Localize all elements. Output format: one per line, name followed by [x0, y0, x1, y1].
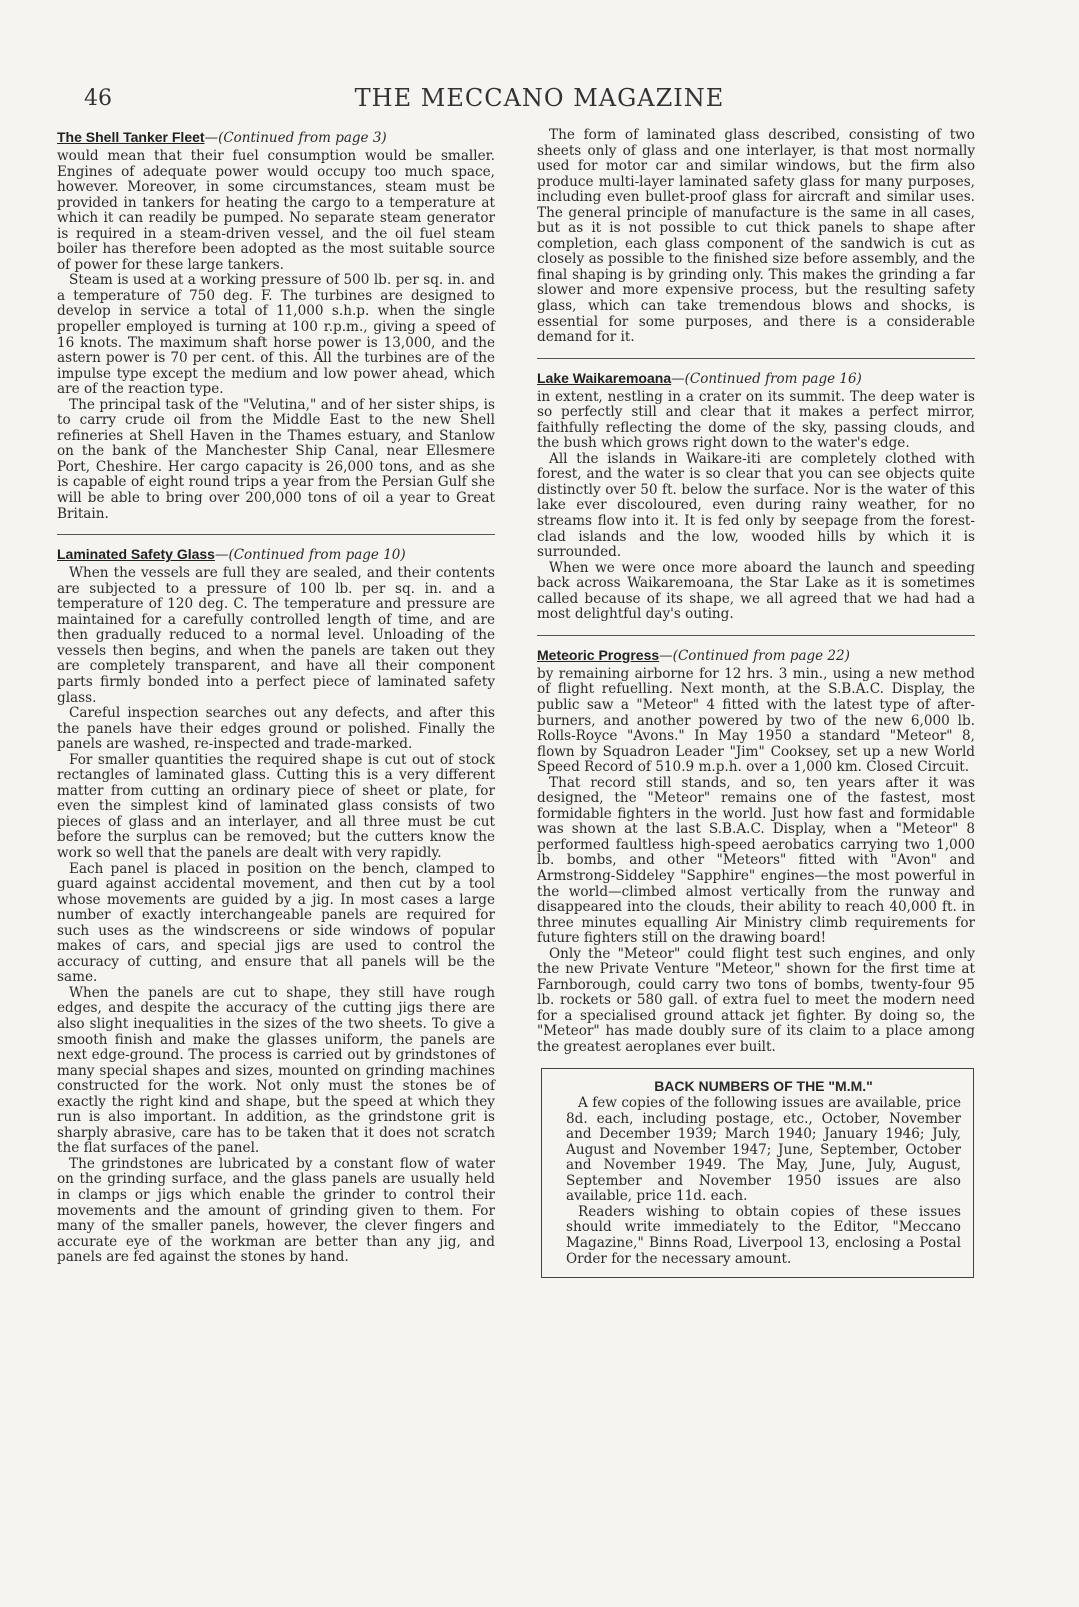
waikaremoana-title: Lake Waikaremoana	[537, 369, 672, 386]
meteoric-heading	[537, 646, 975, 665]
shell-title: The Shell Tanker Fleet	[57, 129, 205, 145]
left-column	[57, 128, 495, 1266]
meteoric-paragraph: That record still stands, and so, ten years after it was designed, the "Meteor" remains one of the fastest, most formidable fighters in the world. Just how fast and formidable was shown at the last S.B.A.C. Display, when a "Meteor" 8 performed faultless high-speed aerobatics carrying two 1,000 lb. bombs, and other "Meteors" fitted with "Avon" and Armstrong-Siddeley "Sapphire" engines—the most powerful in the world—climbed almost vertically from the runway and disappeared into the clouds, their ability to reach 40,000 ft. in three minutes equalling Air Ministry climb requirements for future fighters still on the drawing board!	[537, 774, 975, 947]
laminated-paragraph: When the panels are cut to shape, they still have rough edges, and despite the accuracy of the cutting jigs there are also slight inequalities in the sizes of the two sheets. To give a smooth finish and make the glasses uniform, the panels are next edge-ground. The process is carried out by grindstones of many special shapes and sizes, mounted on grinding machines constructed for the work. Not only must the stones be of exactly the right kind and shape, but the speed at which they run is also important. In addition, as the grindstone grit is sharply abrasive, care has to be taken that it does not scratch the flat surfaces of the panel.	[57, 984, 495, 1157]
waikaremoana-paragraph: All the islands in Waikare-iti are completely clothed with forest, and the water is so clear that you can see objects quite distinctly over 50 ft. below the surface. Nor is the water of this lake ever discoloured, even during rainy weather, for no streams flow into it. It is fed only by seepage from the forest-clad islands and the low, wooded hills by which it is surrounded.	[537, 450, 975, 561]
shell-continued: —(Continued from page 3)	[204, 130, 387, 146]
section-divider	[537, 358, 975, 359]
meteoric-title: Meteoric Progress	[537, 646, 660, 663]
section-divider	[537, 635, 975, 636]
waikaremoana-continued: —(Continued from page 16)	[671, 370, 862, 387]
waikaremoana-heading	[537, 369, 975, 388]
laminated-paragraph: The grindstones are lubricated by a constant flow of water on the grinding surface, and the glass panels are usually held in clamps or jigs which enable the grinder to control their movements and the amount of grinding given to them. For many of the smaller panels, however, the clever fingers and accurate eye of the workman are better than any jig, and panels are fed against the stones by hand.	[57, 1155, 495, 1266]
meteoric-paragraph: Only the "Meteor" could flight test such engines, and only the new Private Venture "Meteor," shown for the first time at Farnborough, could carry two tons of bombs, twenty-four 95 lb. rockets or 580 gall. of extra fuel to meet the modern need for a specialised ground attack jet fighter. By doing so, the "Meteor" has made doubly sure of its claim to a place among the greatest aeroplanes ever built.	[537, 945, 975, 1055]
back-numbers-title: BACK NUMBERS OF THE "M.M."	[654, 1077, 873, 1094]
shell-paragraph: Steam is used at a working pressure of 500 lb. per sq. in. and a temperature of 750 deg. F. The turbines are designed to develop in service a total of 11,000 s.h.p. when the single propeller employed is turning at 100 r.p.m., giving a speed of 16 knots. The maximum shaft horse power is 13,000, and the astern power is 70 per cent. of this. All the turbines are of the impulse type except the medium and low power ahead, which are of the reaction type.	[57, 272, 495, 398]
laminated-paragraph: When the vessels are full they are sealed, and their contents are subjected to a pressure of 100 lb. per sq. in. and a temperature of 120 deg. C. The temperature and pressure are maintained for a carefully controlled length of time, and are then gradually reduced to a normal level. Unloading of the vessels then begins, and when the panels are taken out they are completely transparent, and have all their component parts firmly bonded into a perfect piece of laminated safety glass.	[57, 565, 495, 706]
meteoric-continued: —(Continued from page 22)	[659, 647, 850, 664]
shell-paragraph: would mean that their fuel consumption would be smaller. Engines of adequate power would occupy too much space, however. Moreover, in some circumstances, steam must be provided in tankers for heating the cargo to a temperature at which it can readily be pumped. No separate steam generator is required in a steam-driven vessel, and the oil fuel steam boiler has therefore been adopted as the most suitable source of power for these large tankers.	[57, 148, 495, 273]
laminated-paragraph: For smaller quantities the required shape is cut out of stock rectangles of laminated glass. Cutting this is a very different matter from cutting an ordinary piece of sheet or plate, for even the simplest kind of laminated glass consists of two pieces of glass and an interlayer, and all three must be cut before the surplus can be removed; but the cutters know the work so well that the panels are dealt with very rapidly.	[57, 751, 495, 861]
laminated-title: Laminated Safety Glass	[57, 546, 215, 563]
laminated-paragraph: Careful inspection searches out any defects, and after this the panels have their edges ground or polished. Finally the panels are washed, re-inspected and trade-marked.	[57, 705, 495, 753]
meteoric-paragraph: by remaining airborne for 12 hrs. 3 min., using a new method of flight refuelling. Next month, at the S.B.A.C. Display, the public saw a "Meteor" 4 fitted with the latest type of after-burners, and another powered by two of the new 6,000 lb. Rolls-Royce "Avons." In May 1950 a standard "Meteor" 8, flown by Squadron Leader "Jim" Cooksey, set up a new World Speed Record of 510.9 m.p.h. over a 1,000 km. Closed Circuit.	[537, 665, 975, 776]
right-column	[537, 128, 975, 1278]
section-divider	[57, 534, 495, 535]
waikaremoana-paragraph: When we were once more aboard the launch and speeding back across Waikaremoana, the Star Lake as it is sometimes called because of its shape, we all agreed that we had had a most delightful day's outing.	[537, 559, 975, 623]
shell-paragraph: The principal task of the "Velutina," and of her sister ships, is to carry crude oil from the Middle East to the new Shell refineries at Shell Haven in the Thames estuary, and Stanlow on the bank of the Manchester Ship Canal, near Ellesmere Port, Cheshire. Her cargo capacity is 26,000 tons, and as she is capable of eight round trips a year from the Persian Gulf she will be able to bring over 200,000 tons of oil a year to Great Britain.	[57, 396, 495, 522]
magazine-title: THE MECCANO MAGAZINE	[354, 84, 725, 112]
back-numbers-paragraph: A few copies of the following issues are available, price 8d. each, including postage, etc., October, November and December 1939; March 1940; January 1946; July, August and November 1947; June, September, October and November 1949. The May, June, July, August, September and November 1950 issues are also available, price 11d. each.	[566, 1095, 961, 1205]
page-number: 46	[84, 86, 112, 111]
laminated-heading	[57, 545, 495, 564]
laminated-paragraph: Each panel is placed in position on the bench, clamped to guard against accidental movement, and then cut by a tool whose movements are guided by a jig. In most cases a large number of exactly interchangeable panels are required for such uses as the windscreens or side windows of popular makes of cars, and special jigs are used to control the accuracy of cutting, and ensure that all panels will be the same.	[57, 860, 495, 986]
laminated-paragraph: The form of laminated glass described, consisting of two sheets only of glass and one interlayer, is that most normally used for motor car and similar windows, but the firm also produce multi-layer laminated safety glass for many purposes, including even bullet-proof glass for aircraft and similar uses. The general principle of manufacture is the same in all cases, but as it is not possible to cut thick panels to shape after completion, each glass component of the sandwich is cut as closely as possible to the finished size before assembly, and the final shaping is by grinding only. This makes the grinding a far slower and more expensive process, but the resulting safety glass, which can take tremendous blows and shocks, is essential for some purposes, and there is a considerable demand for it.	[537, 127, 975, 346]
shell-heading	[57, 128, 495, 147]
back-numbers-paragraph: Readers wishing to obtain copies of these issues should write immediately to the Editor, "Meccano Magazine," Binns Road, Liverpool 13, enclosing a Postal Order for the necessary amount.	[566, 1203, 961, 1267]
laminated-continued: —(Continued from page 10)	[214, 547, 406, 564]
waikaremoana-paragraph: in extent, nestling in a crater on its summit. The deep water is so perfectly still and clear that it makes a perfect mirror, faithfully reflecting the dome of the sky, passing clouds, and the bush which grows right down to the water's edge.	[537, 388, 975, 452]
back-numbers-box	[541, 1068, 974, 1279]
